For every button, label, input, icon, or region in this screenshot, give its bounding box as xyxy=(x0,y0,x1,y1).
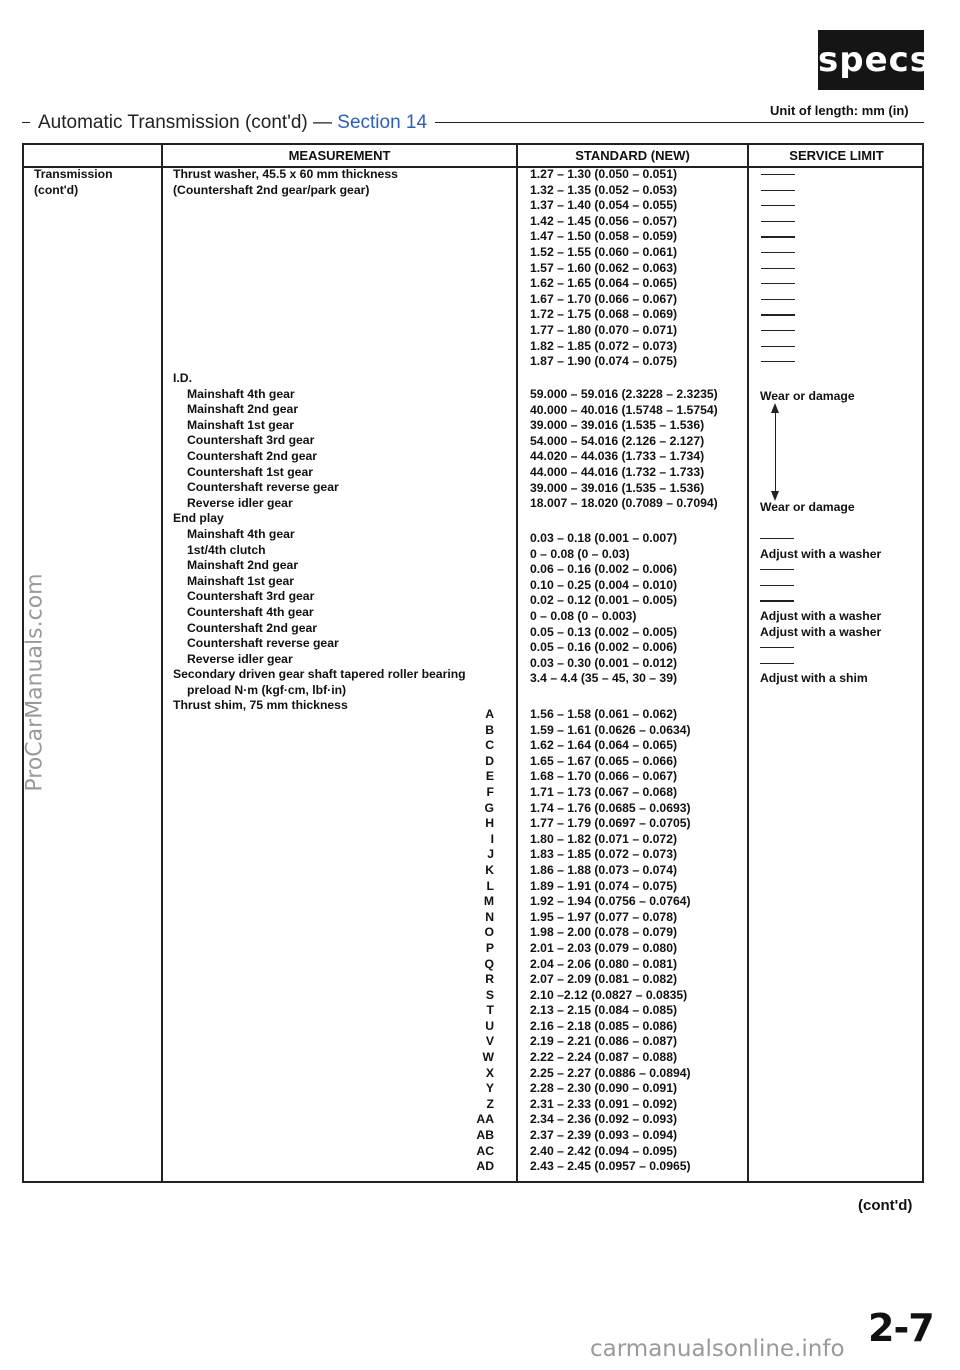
standard-value: 1.95 – 1.97 (0.077 – 0.078) xyxy=(530,909,678,924)
standard-value: 0.02 – 0.12 (0.001 – 0.005) xyxy=(530,593,678,608)
standard-value: 0.06 – 0.16 (0.002 – 0.006) xyxy=(530,562,678,577)
section-header xyxy=(30,112,435,134)
measure-item: Countershaft 3rd gear xyxy=(187,433,315,448)
standard-id-list xyxy=(530,387,718,512)
shim-letter: K xyxy=(485,862,494,877)
side-watermark: ProCarManuals.com xyxy=(22,573,48,792)
shim-letter: P xyxy=(485,940,494,955)
standard-value: 1.77 – 1.79 (0.0697 – 0.0705) xyxy=(530,816,691,831)
category-line: (cont'd) xyxy=(34,182,79,197)
shim-letter: R xyxy=(485,972,494,987)
shim-letter: Z xyxy=(486,1096,494,1111)
specs-badge: specs xyxy=(818,30,924,90)
standard-value: 1.59 – 1.61 (0.0626 – 0.0634) xyxy=(530,722,691,737)
measure-list xyxy=(173,371,466,714)
shim-letter: AA xyxy=(476,1112,494,1127)
shim-letter: Q xyxy=(484,956,494,971)
measure-item: preload N·m (kgf·cm, lbf·in) xyxy=(187,682,347,697)
measure-item: I.D. xyxy=(173,371,192,385)
standard-value: 1.56 – 1.58 (0.061 – 0.062) xyxy=(530,707,678,721)
service-dash xyxy=(760,531,881,547)
standard-value: 0 – 0.08 (0 – 0.03) xyxy=(530,546,630,561)
service-value: Adjust with a washer xyxy=(760,608,882,623)
standard-value: 1.32 – 1.35 (0.052 – 0.053) xyxy=(530,182,678,197)
service-dash xyxy=(760,656,881,672)
shim-letter: W xyxy=(482,1050,494,1065)
standard-value: 59.000 – 59.016 (2.3228 – 2.3235) xyxy=(530,387,718,401)
standard-value: 1.42 – 1.45 (0.056 – 0.057) xyxy=(530,213,678,228)
shim-letter: Y xyxy=(485,1081,494,1096)
col-header-measurement: MEASUREMENT xyxy=(288,148,391,163)
standard-value: 2.13 – 2.15 (0.084 – 0.085) xyxy=(530,1003,678,1018)
standard-value: 0.10 – 0.25 (0.004 – 0.010) xyxy=(530,577,678,592)
col-header-service: SERVICE LIMIT xyxy=(789,148,884,163)
shim-letter: L xyxy=(486,878,494,893)
standard-value: 1.82 – 1.85 (0.072 – 0.073) xyxy=(530,338,678,353)
standard-thrust-list xyxy=(530,167,677,370)
measure-item: Mainshaft 1st gear xyxy=(187,573,295,588)
range-arrow-icon xyxy=(769,403,783,501)
measure-item: Mainshaft 2nd gear xyxy=(187,558,299,573)
shim-letter: J xyxy=(487,847,494,862)
shim-letter: N xyxy=(485,909,494,924)
standard-value: 1.98 – 2.00 (0.078 – 0.079) xyxy=(530,925,678,940)
shim-letter: U xyxy=(485,1018,494,1033)
standard-value: 0 – 0.08 (0 – 0.003) xyxy=(530,608,637,623)
standard-value: 3.4 – 4.4 (35 – 45, 30 – 39) xyxy=(530,671,678,686)
shim-letter: I xyxy=(490,831,494,846)
service-dash xyxy=(760,562,881,578)
standard-value: 1.62 – 1.64 (0.064 – 0.065) xyxy=(530,738,678,753)
measure-item: End play xyxy=(173,511,224,526)
measure-line: Thrust washer, 45.5 x 60 mm thickness xyxy=(173,167,398,181)
standard-value: 2.10 –2.12 (0.0827 – 0.0835) xyxy=(530,987,688,1002)
standard-value: 0.03 – 0.18 (0.001 – 0.007) xyxy=(530,531,678,545)
measure-item: Reverse idler gear xyxy=(187,495,293,510)
page-number: 2-7 xyxy=(868,1306,934,1350)
measure-item: Mainshaft 4th gear xyxy=(187,386,295,401)
standard-endplay-list xyxy=(530,531,677,687)
measure-item: Countershaft 1st gear xyxy=(187,464,313,479)
standard-value: 0.05 – 0.16 (0.002 – 0.006) xyxy=(530,640,678,655)
service-dash xyxy=(760,593,881,609)
standard-value: 44.000 – 44.016 (1.732 – 1.733) xyxy=(530,464,705,479)
measure-item: Countershaft reverse gear xyxy=(187,480,339,495)
service-endplay-list xyxy=(760,531,881,687)
shim-letter: E xyxy=(485,769,494,784)
measure-item: Countershaft 2nd gear xyxy=(187,448,318,463)
standard-value: 2.22 – 2.24 (0.087 – 0.088) xyxy=(530,1050,678,1065)
continued-note: (cont'd) xyxy=(858,1197,913,1214)
standard-shim-list xyxy=(530,707,691,1175)
service-wear-bottom: Wear or damage xyxy=(760,500,855,514)
shim-letter: H xyxy=(485,816,494,831)
standard-value: 2.16 – 2.18 (0.085 – 0.086) xyxy=(530,1018,678,1033)
standard-value: 1.67 – 1.70 (0.066 – 0.067) xyxy=(530,291,678,306)
measure-item: Countershaft 3rd gear xyxy=(187,589,315,604)
measure-item: Reverse idler gear xyxy=(187,651,293,666)
standard-value: 0.05 – 0.13 (0.002 – 0.005) xyxy=(530,624,678,639)
standard-value: 2.40 – 2.42 (0.094 – 0.095) xyxy=(530,1143,678,1158)
header-divider xyxy=(24,166,922,168)
column-divider xyxy=(747,145,749,1181)
shim-letter: S xyxy=(485,987,494,1002)
footer-watermark: carmanualsonline.info xyxy=(590,1336,845,1362)
standard-value: 2.31 – 2.33 (0.091 – 0.092) xyxy=(530,1096,678,1111)
standard-value: 2.07 – 2.09 (0.081 – 0.082) xyxy=(530,972,678,987)
standard-value: 2.37 – 2.39 (0.093 – 0.094) xyxy=(530,1128,678,1143)
standard-value: 44.020 – 44.036 (1.733 – 1.734) xyxy=(530,449,705,464)
measure-thrust-washer xyxy=(173,167,398,198)
service-wear-top: Wear or damage xyxy=(760,389,855,403)
section-link[interactable]: Section 14 xyxy=(337,112,428,133)
measure-item: Thrust shim, 75 mm thickness xyxy=(173,698,348,713)
standard-value: 1.89 – 1.91 (0.074 – 0.075) xyxy=(530,878,678,893)
standard-value: 39.000 – 39.016 (1.535 – 1.536) xyxy=(530,418,705,433)
category-line: Transmission xyxy=(34,167,113,181)
measure-item: Countershaft 4th gear xyxy=(187,604,314,619)
service-value: Adjust with a shim xyxy=(760,671,868,686)
service-value: Adjust with a washer xyxy=(760,624,882,639)
shim-letter: AC xyxy=(476,1143,494,1158)
measure-item: 1st/4th clutch xyxy=(187,542,266,557)
standard-value: 1.83 – 1.85 (0.072 – 0.073) xyxy=(530,847,678,862)
shim-letter: C xyxy=(485,738,494,753)
standard-value: 54.000 – 54.016 (2.126 – 2.127) xyxy=(530,433,705,448)
standard-value: 40.000 – 40.016 (1.5748 – 1.5754) xyxy=(530,402,718,417)
standard-value: 2.34 – 2.36 (0.092 – 0.093) xyxy=(530,1112,678,1127)
standard-value: 1.80 – 1.82 (0.071 – 0.072) xyxy=(530,831,678,846)
standard-value: 2.28 – 2.30 (0.090 – 0.091) xyxy=(530,1081,678,1096)
standard-value: 1.37 – 1.40 (0.054 – 0.055) xyxy=(530,198,678,213)
measure-item: Mainshaft 4th gear xyxy=(187,526,295,541)
shim-letter: AB xyxy=(476,1128,494,1143)
standard-value: 2.04 – 2.06 (0.080 – 0.081) xyxy=(530,956,678,971)
shim-letter: B xyxy=(485,722,494,737)
standard-value: 1.87 – 1.90 (0.074 – 0.075) xyxy=(530,354,678,369)
measure-item: Countershaft reverse gear xyxy=(187,636,339,651)
shim-letter: A xyxy=(485,707,494,721)
shim-letter: X xyxy=(485,1065,494,1080)
measure-item: Mainshaft 2nd gear xyxy=(187,402,299,417)
standard-value: 2.25 – 2.27 (0.0886 – 0.0894) xyxy=(530,1065,691,1080)
standard-value: 1.74 – 1.76 (0.0685 – 0.0693) xyxy=(530,800,691,815)
measure-item: Secondary driven gear shaft tapered roller bearing xyxy=(173,667,466,682)
standard-value: 1.27 – 1.30 (0.050 – 0.051) xyxy=(530,167,678,181)
column-divider xyxy=(516,145,518,1181)
standard-value: 1.57 – 1.60 (0.062 – 0.063) xyxy=(530,260,678,275)
measure-item: Mainshaft 1st gear xyxy=(187,417,295,432)
standard-value: 1.65 – 1.67 (0.065 – 0.066) xyxy=(530,753,678,768)
shim-letter: V xyxy=(485,1034,494,1049)
standard-value: 0.03 – 0.30 (0.001 – 0.012) xyxy=(530,655,678,670)
standard-value: 1.47 – 1.50 (0.058 – 0.059) xyxy=(530,229,678,244)
unit-note: Unit of length: mm (in) xyxy=(770,103,909,118)
category-label xyxy=(34,167,113,198)
standard-value: 1.52 – 1.55 (0.060 – 0.061) xyxy=(530,244,678,259)
service-dash xyxy=(760,578,881,594)
shim-letter: O xyxy=(484,925,494,940)
shim-letter: M xyxy=(483,894,494,909)
standard-value: 1.72 – 1.75 (0.068 – 0.069) xyxy=(530,307,678,322)
shim-letter: G xyxy=(484,800,494,815)
standard-value: 1.68 – 1.70 (0.066 – 0.067) xyxy=(530,769,678,784)
shim-letter: AD xyxy=(476,1159,494,1174)
standard-value: 1.86 – 1.88 (0.073 – 0.074) xyxy=(530,862,678,877)
shim-letter: F xyxy=(486,784,494,799)
standard-value: 2.19 – 2.21 (0.086 – 0.087) xyxy=(530,1034,678,1049)
standard-value: 1.62 – 1.65 (0.064 – 0.065) xyxy=(530,276,678,291)
standard-value: 18.007 – 18.020 (0.7089 – 0.7094) xyxy=(530,496,718,511)
standard-value: 2.43 – 2.45 (0.0957 – 0.0965) xyxy=(530,1159,691,1174)
section-title: Automatic Transmission (cont'd) — xyxy=(38,112,332,133)
standard-value: 39.000 – 39.016 (1.535 – 1.536) xyxy=(530,480,705,495)
service-dash xyxy=(760,640,881,656)
measure-line: (Countershaft 2nd gear/park gear) xyxy=(173,182,370,197)
standard-value: 1.92 – 1.94 (0.0756 – 0.0764) xyxy=(530,894,691,909)
shim-letter: T xyxy=(486,1003,494,1018)
measure-item: Countershaft 2nd gear xyxy=(187,620,318,635)
shim-letters xyxy=(470,707,494,1175)
standard-value: 2.01 – 2.03 (0.079 – 0.080) xyxy=(530,940,678,955)
service-value: Adjust with a washer xyxy=(760,546,882,561)
standard-value: 1.71 – 1.73 (0.067 – 0.068) xyxy=(530,784,678,799)
col-header-standard: STANDARD (NEW) xyxy=(575,148,690,163)
column-divider xyxy=(161,145,163,1181)
shim-letter: D xyxy=(485,753,494,768)
standard-value: 1.77 – 1.80 (0.070 – 0.071) xyxy=(530,322,678,337)
